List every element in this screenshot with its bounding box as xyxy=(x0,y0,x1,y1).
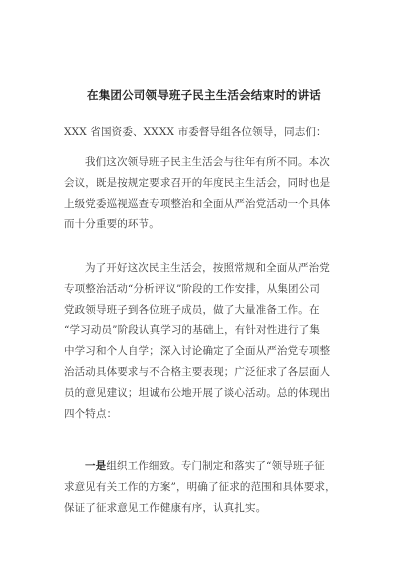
paragraph-line: 专项整治活动“分析评议”阶段的工作安排，从集团公司 xyxy=(64,282,320,295)
paragraph-line: 求意见有关工作的方案”，明确了征求的范围和具体要求， xyxy=(64,480,336,493)
paragraph-line: “学习动员”阶段认真学习的基础上，有针对性进行了集 xyxy=(64,324,320,337)
salutation xyxy=(64,122,349,143)
paragraph-2 xyxy=(64,258,349,424)
paragraph-line: 四个特点： xyxy=(64,407,118,420)
point-text: 组织工作细致。专门制定和落实了“领导班子征 xyxy=(106,460,325,472)
paragraph-line: 治活动具体要求与不合格主要表现；广泛征求了各层面人 xyxy=(64,365,331,378)
paragraph-3 xyxy=(64,456,349,518)
paragraph-line: 员的意见建议；坦诚布公地开展了谈心活动。总的体现出 xyxy=(64,386,331,399)
paragraph-line: 上级党委巡视巡查专项整治和全面从严治党活动一个具体 xyxy=(64,197,331,210)
paragraph-line: 为了开好这次民主生活会，按照常规和全面从严治党 xyxy=(85,262,330,274)
paragraph-line: 我们这次领导班子民主生活会与往年有所不同。本次 xyxy=(85,156,330,168)
point-lead: 一是 xyxy=(85,460,107,472)
paragraph-line: 保证了征求意见工作健康有序，认真扎实。 xyxy=(64,501,267,514)
paragraph-1 xyxy=(64,152,349,235)
paragraph-line: 中学习和个人自学；深入讨论确定了全面从严治党专项整 xyxy=(64,345,331,358)
salutation-line: XXX 省国资委、XXXX 市委督导组各位领导，同志们： xyxy=(64,126,327,138)
paragraph-line: 而十分重要的环节。 xyxy=(64,218,160,231)
paragraph-line: 会议，既是按规定要求召开的年度民主生活会，同时也是 xyxy=(64,176,331,189)
paragraph-line xyxy=(64,456,349,477)
paragraph-line: 党政领导班子到各位班子成员，做了大量准备工作。在 xyxy=(64,303,320,316)
document-title: 在集团公司领导班子民主生活会结束时的讲话 xyxy=(87,88,321,102)
